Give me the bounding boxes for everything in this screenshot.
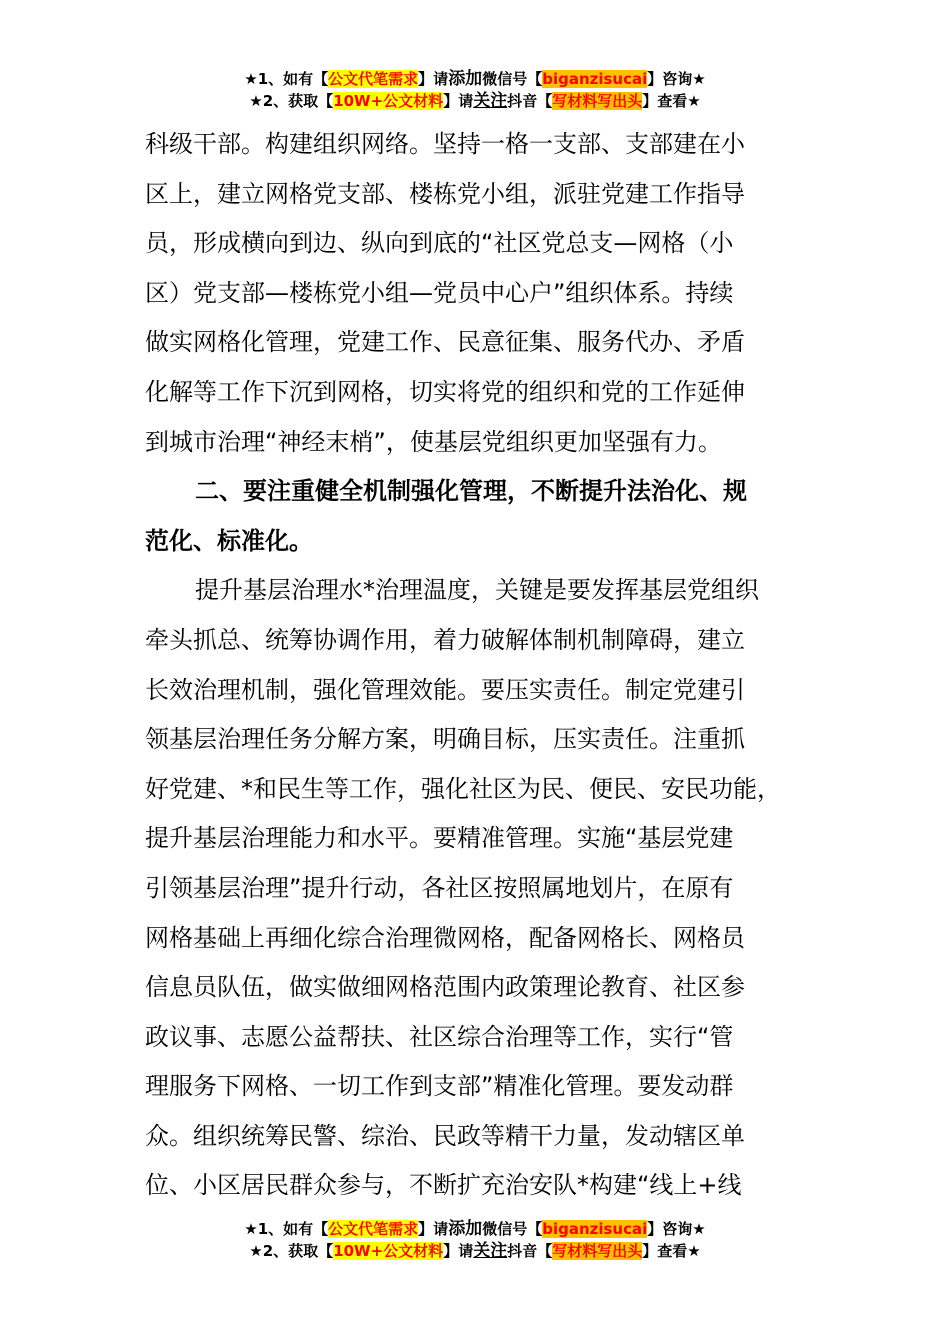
document-body bbox=[145, 120, 825, 1211]
banner-row-1: ★1、如有【公文代笔需求】请添加微信号【biganzisucai】咨询★ bbox=[244, 1219, 706, 1239]
section-heading-cont: 范化、标准化。 bbox=[145, 526, 313, 555]
body-line: 提升基层治理水*治理温度，关键是要发挥基层党组织 bbox=[195, 576, 759, 605]
body-line: 领基层治理任务分解方案，明确目标，压实责任。注重抓 bbox=[145, 725, 745, 754]
body-line: 理服务下网格、一切工作到支部”精准化管理。要发动群 bbox=[145, 1072, 734, 1101]
body-line: 网格基础上再细化综合治理微网格，配备网格长、网格员 bbox=[145, 923, 745, 952]
highlight-service: 公文代笔需求 bbox=[328, 1220, 419, 1238]
body-line: 科级干部。构建组织网络。坚持一格一支部、支部建在小 bbox=[145, 130, 745, 158]
body-line: 长效治理机制，强化管理效能。要压实责任。制定党建引 bbox=[145, 675, 745, 704]
body-line: 区上，建立网格党支部、楼栋党小组，派驻党建工作指导 bbox=[145, 179, 745, 208]
body-line: 做实网格化管理，党建工作、民意征集、服务代办、矛盾 bbox=[145, 328, 745, 357]
body-line: 政议事、志愿公益帮扶、社区综合治理等工作，实行“管 bbox=[145, 1022, 734, 1051]
body-line: 区）党支部—楼栋党小组—党员中心户”组织体系。持续 bbox=[145, 278, 734, 307]
body-line: 牵头抓总、统筹协调作用，着力破解体制机制障碍，建立 bbox=[145, 625, 745, 654]
highlight-douyin: 写材料写出头 bbox=[552, 1242, 643, 1260]
star-icon: ★ bbox=[244, 1220, 258, 1238]
section-heading: 二、要注重健全机制强化管理，不断提升法治化、规 bbox=[195, 477, 747, 506]
body-line: 好党建、*和民生等工作，强化社区为民、便民、安民功能， bbox=[145, 774, 781, 803]
banner-row-2: ★2、获取【10W+公文材料】请关注抖音【写材料写出头】查看★ bbox=[249, 1241, 701, 1261]
banner-row-1: ★1、如有【公文代笔需求】请添加微信号【biganzisucai】咨询★ bbox=[244, 69, 706, 89]
body-line: 到城市治理“神经末梢”，使基层党组织更加坚强有力。 bbox=[145, 427, 722, 456]
body-line: 提升基层治理能力和水平。要精准管理。实施“基层党建 bbox=[145, 824, 734, 853]
body-line: 引领基层治理”提升行动，各社区按照属地划片，在原有 bbox=[145, 873, 734, 902]
highlight-douyin: 写材料写出头 bbox=[552, 92, 643, 110]
highlight-wechat-id: biganzisucai bbox=[542, 70, 648, 88]
body-line: 信息员队伍，做实做细网格范围内政策理论教育、社区参 bbox=[145, 973, 745, 1002]
highlight-materials: 10W+公文材料 bbox=[333, 1242, 444, 1260]
banner-row-2: ★2、获取【10W+公文材料】请关注抖音【写材料写出头】查看★ bbox=[249, 91, 701, 111]
highlight-service: 公文代笔需求 bbox=[328, 70, 419, 88]
bottom-banner bbox=[0, 1218, 950, 1262]
body-line: 位、小区居民群众参与，不断扩充治安队*构建“线上+线 bbox=[145, 1171, 742, 1200]
highlight-materials: 10W+公文材料 bbox=[333, 92, 444, 110]
star-icon: ★ bbox=[244, 70, 258, 88]
top-banner bbox=[0, 68, 950, 112]
star-icon: ★ bbox=[249, 1242, 263, 1260]
star-icon: ★ bbox=[249, 92, 263, 110]
body-line: 员，形成横向到边、纵向到底的“社区党总支—网格（小 bbox=[145, 229, 734, 258]
highlight-wechat-id: biganzisucai bbox=[542, 1220, 648, 1238]
body-line: 化解等工作下沉到网格，切实将党的组织和党的工作延伸 bbox=[145, 377, 745, 406]
body-line: 众。组织统筹民警、综治、民政等精干力量，发动辖区单 bbox=[145, 1121, 745, 1150]
